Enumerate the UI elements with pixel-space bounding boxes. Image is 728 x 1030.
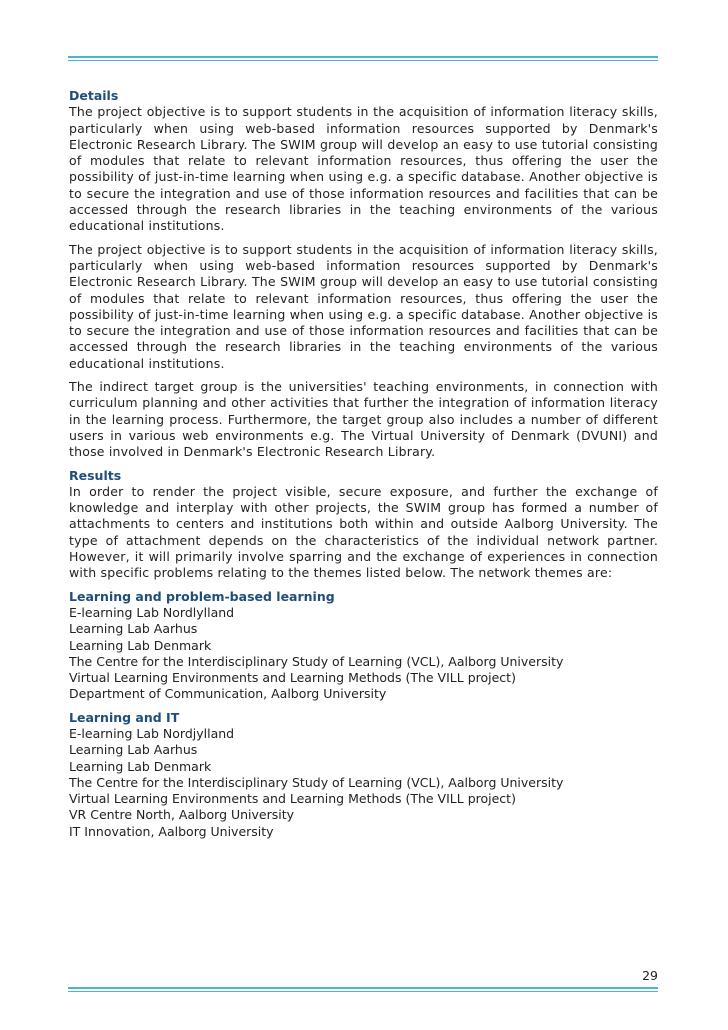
theme-learning-it bbox=[69, 710, 658, 840]
list-item: Learning Lab Aarhus bbox=[69, 621, 198, 637]
list-item: VR Centre North, Aalborg University bbox=[69, 807, 295, 823]
results-paragraph: In order to render the project visible, secure exposure, and further the exchange of knowledge and interplay with other projects, the SWIM group has formed a number of attachments to centers and institutions both within and outside Aalborg University. The type of attachment depends on the characteristics of the individual network partner. However, it will primarily involve sparring and the exchange of experiences in connection with specific problems relating to the themes listed below. The network themes are: bbox=[69, 483, 658, 581]
page-number: 29 bbox=[642, 968, 658, 983]
document-body bbox=[69, 88, 658, 840]
list-item: Learning Lab Denmark bbox=[69, 637, 212, 653]
list-item: Department of Communication, Aalborg University bbox=[69, 686, 387, 702]
list-item: Virtual Learning Environments and Learning Methods (The VILL project) bbox=[69, 670, 516, 686]
details-paragraph-3: The indirect target group is the universities' teaching environments, in connection with curriculum planning and other activities that further the integration of information literacy in the learning process. Furthermore, the target group also includes a number of different users in various web environments e.g. The Virtual University of Denmark (DVUNI) and those involved in Denmark's Electronic Research Library. bbox=[69, 379, 658, 460]
list-item: The Centre for the Interdisciplinary Study of Learning (VCL), Aalborg University bbox=[69, 653, 564, 669]
theme-heading: Learning and problem-based learning bbox=[69, 588, 335, 604]
top-rule bbox=[68, 56, 658, 61]
list-item: IT Innovation, Aalborg University bbox=[69, 823, 274, 839]
theme-heading: Learning and IT bbox=[69, 709, 180, 725]
list-item: Virtual Learning Environments and Learning Methods (The VILL project) bbox=[69, 791, 516, 807]
theme-learning-pbl bbox=[69, 589, 658, 703]
list-item: E-learning Lab Nordlylland bbox=[69, 604, 235, 620]
list-item: Learning Lab Denmark bbox=[69, 758, 212, 774]
list-item: E-learning Lab Nordjylland bbox=[69, 725, 235, 741]
list-item: The Centre for the Interdisciplinary Study of Learning (VCL), Aalborg University bbox=[69, 774, 564, 790]
list-item: Learning Lab Aarhus bbox=[69, 742, 198, 758]
details-paragraph-2: The project objective is to support students in the acquisition of information literacy skills, particularly when using web-based information resources supported by Denmark's Electronic Research Library. The SWIM group will develop an easy to use tutorial consisting of modules that relate to relevant information resources, thus offering the user the possibility of just-in-time learning when using e.g. a specific database. Another objective is to secure the integration and use of those information resources and facilities that can be accessed through the research libraries in the teaching environments of the various educational institutions. bbox=[69, 241, 658, 371]
details-heading: Details bbox=[69, 88, 119, 103]
details-paragraph-1: The project objective is to support students in the acquisition of information literacy skills, particularly when using web-based information resources supported by Denmark's Electronic Research Library. The SWIM group will develop an easy to use tutorial consisting of modules that relate to relevant information resources, thus offering the user the possibility of just-in-time learning when using e.g. a specific database. Another objective is to secure the integration and use of those information resources and facilities that can be accessed through the research libraries in the teaching environments of the various educational institutions. bbox=[69, 104, 658, 234]
results-heading: Results bbox=[69, 467, 122, 483]
bottom-rule bbox=[68, 987, 658, 992]
